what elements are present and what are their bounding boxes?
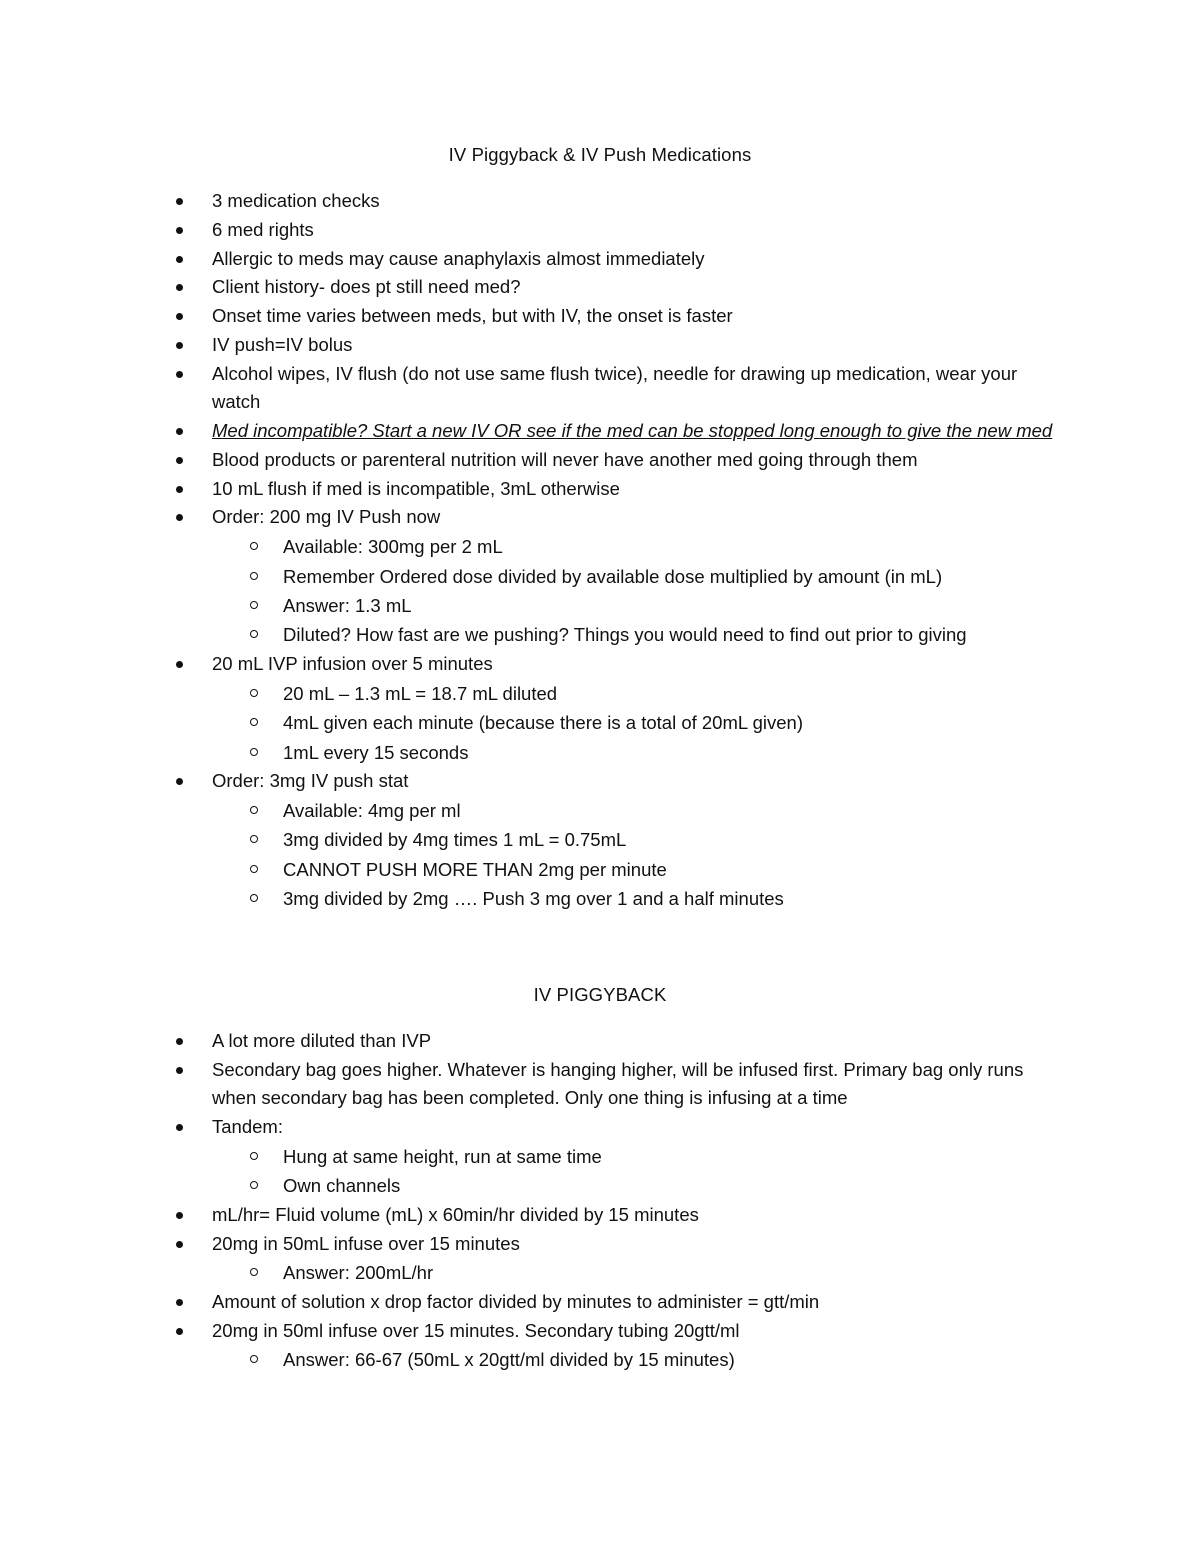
sub-list-item — [0, 1345, 1200, 1374]
sub-list-item — [0, 738, 1200, 767]
hollow-bullet-icon — [250, 601, 258, 609]
list-item-text: 20mg in 50mL infuse over 15 minutes — [212, 1232, 520, 1254]
hollow-bullet-icon — [250, 542, 258, 550]
sub-list-item-text: Answer: 200mL/hr — [283, 1262, 434, 1284]
list-item — [0, 767, 1200, 796]
list-item — [0, 1056, 1200, 1113]
sub-list-item-text: Hung at same height, run at same time — [283, 1145, 602, 1167]
list-item-text: Allergic to meds may cause anaphylaxis almost immediately — [212, 247, 705, 269]
bullet-icon — [176, 342, 183, 349]
sub-list-item-text: Own channels — [283, 1175, 401, 1197]
list-item — [0, 503, 1200, 532]
hollow-bullet-icon — [250, 689, 258, 697]
bullet-icon — [176, 1241, 183, 1248]
sub-list-item — [0, 708, 1200, 737]
sub-list-item — [0, 591, 1200, 620]
bullet-icon — [176, 1038, 183, 1045]
sub-list-item-text: Available: 4mg per ml — [283, 799, 461, 821]
sub-list-item — [0, 1258, 1200, 1287]
list-item-text: Order: 3mg IV push stat — [212, 769, 409, 791]
hollow-bullet-icon — [250, 835, 258, 843]
list-item-text: 20mg in 50ml infuse over 15 minutes. Secondary tubing 20gtt/ml — [212, 1319, 740, 1341]
list-item-text: 10 mL flush if med is incompatible, 3mL otherwise — [212, 477, 620, 499]
bullet-icon — [176, 1328, 183, 1335]
hollow-bullet-icon — [250, 1152, 258, 1160]
hollow-bullet-icon — [250, 748, 258, 756]
section-title-iv-push: IV Piggyback & IV Push Medications — [448, 144, 752, 165]
list-item — [0, 302, 1200, 331]
sub-list-item — [0, 825, 1200, 854]
list-item — [0, 475, 1200, 504]
hollow-bullet-icon — [250, 865, 258, 873]
sub-list-item-text: 4mL given each minute (because there is a total of 20mL given) — [283, 712, 804, 734]
bullet-icon — [176, 1067, 183, 1074]
bullet-icon — [176, 371, 183, 378]
sub-list-item-text: CANNOT PUSH MORE THAN 2mg per minute — [283, 858, 667, 880]
list-item-text: Tandem: — [212, 1116, 283, 1138]
hollow-bullet-icon — [250, 718, 258, 726]
bullet-list-iv-push — [0, 187, 1200, 913]
sub-list-item — [0, 532, 1200, 561]
bullet-icon — [176, 778, 183, 785]
bullet-icon — [176, 486, 183, 493]
bullet-icon — [176, 284, 183, 291]
sub-list-item — [0, 679, 1200, 708]
list-item — [0, 1317, 1200, 1346]
list-item-text: mL/hr= Fluid volume (mL) x 60min/hr divided by 15 minutes — [212, 1203, 699, 1225]
bullet-icon — [176, 313, 183, 320]
bullet-list-iv-piggyback — [0, 1027, 1200, 1375]
bullet-icon — [176, 1124, 183, 1131]
list-item-text: Blood products or parenteral nutrition will never have another med going through them — [212, 448, 918, 470]
list-item-text: Secondary bag goes higher. Whatever is hanging higher, will be infused first. Primary bag only runs when secondary bag has been completed. Only one thing is infusing at a time — [212, 1058, 1024, 1109]
list-item — [0, 216, 1200, 245]
list-item — [0, 417, 1200, 446]
list-item-text: Alcohol wipes, IV flush (do not use same flush twice), needle for drawing up medication, wear your watch — [212, 362, 1018, 413]
hollow-bullet-icon — [250, 1181, 258, 1189]
list-item — [0, 245, 1200, 274]
section-title-iv-piggyback: IV PIGGYBACK — [533, 984, 667, 1005]
list-item — [0, 1027, 1200, 1056]
list-item — [0, 446, 1200, 475]
bullet-icon — [176, 227, 183, 234]
list-item — [0, 360, 1200, 417]
list-item — [0, 650, 1200, 679]
sub-list-item-text: Diluted? How fast are we pushing? Things you would need to find out prior to giving — [283, 624, 967, 646]
list-item-text: Amount of solution x drop factor divided by minutes to administer = gtt/min — [212, 1290, 820, 1312]
hollow-bullet-icon — [250, 894, 258, 902]
bullet-icon — [176, 198, 183, 205]
list-item-text: A lot more diluted than IVP — [212, 1030, 432, 1051]
list-item — [0, 187, 1200, 216]
sub-list-item — [0, 855, 1200, 884]
list-item — [0, 1113, 1200, 1142]
list-item-text: Order: 200 mg IV Push now — [212, 506, 441, 528]
list-item-text: Onset time varies between meds, but with IV, the onset is faster — [212, 305, 733, 327]
hollow-bullet-icon — [250, 1355, 258, 1363]
sub-list-item-text: Answer: 1.3 mL — [283, 595, 412, 617]
sub-list-item — [0, 1171, 1200, 1200]
hollow-bullet-icon — [250, 806, 258, 814]
list-item-text: Client history- does pt still need med? — [212, 276, 521, 298]
sub-list-item — [0, 796, 1200, 825]
sub-list-item-text: 20 mL – 1.3 mL = 18.7 mL diluted — [283, 682, 558, 704]
bullet-icon — [176, 661, 183, 668]
bullet-icon — [176, 1212, 183, 1219]
sub-list-item — [0, 884, 1200, 913]
sub-list-item-text: Remember Ordered dose divided by available dose multiplied by amount (in mL) — [283, 565, 943, 587]
bullet-icon — [176, 428, 183, 435]
sub-list-item — [0, 620, 1200, 649]
bullet-icon — [176, 1299, 183, 1306]
list-item — [0, 273, 1200, 302]
bullet-icon — [176, 457, 183, 464]
bullet-icon — [176, 256, 183, 263]
list-item — [0, 1288, 1200, 1317]
sub-list-item-text: 1mL every 15 seconds — [283, 741, 469, 763]
list-item — [0, 331, 1200, 360]
sub-list-item — [0, 562, 1200, 591]
list-item — [0, 1201, 1200, 1230]
list-item-text: 6 med rights — [212, 218, 314, 240]
sub-list-item-text: 3mg divided by 2mg …. Push 3 mg over 1 and a half minutes — [283, 887, 784, 909]
hollow-bullet-icon — [250, 630, 258, 638]
list-item-text: IV push=IV bolus — [212, 333, 353, 355]
sub-list-item-text: Available: 300mg per 2 mL — [283, 536, 503, 558]
list-item — [0, 1230, 1200, 1259]
sub-list-item-text: 3mg divided by 4mg times 1 mL = 0.75mL — [283, 829, 627, 851]
hollow-bullet-icon — [250, 1268, 258, 1276]
bullet-icon — [176, 514, 183, 521]
list-item-text: 20 mL IVP infusion over 5 minutes — [212, 652, 493, 674]
list-item-text-emphasized: Med incompatible? Start a new IV OR see if the med can be stopped long enough to give the new med — [212, 420, 1053, 442]
sub-list-item — [0, 1142, 1200, 1171]
hollow-bullet-icon — [250, 572, 258, 580]
sub-list-item-text: Answer: 66-67 (50mL x 20gtt/ml divided by 15 minutes) — [283, 1349, 735, 1371]
list-item-text: 3 medication checks — [212, 190, 380, 211]
